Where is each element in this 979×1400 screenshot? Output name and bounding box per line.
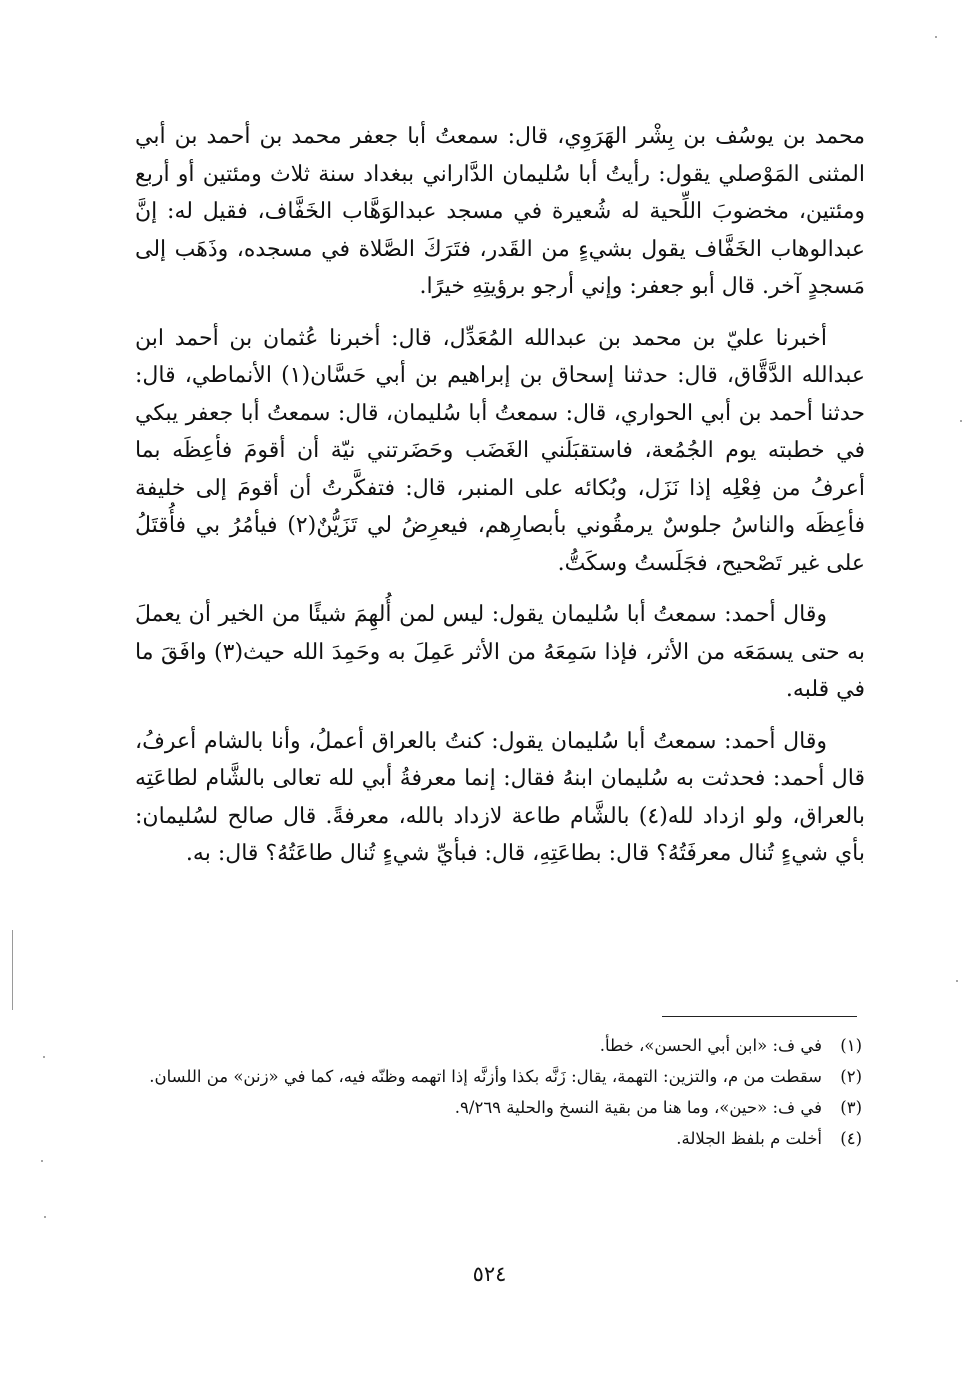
- main-text: [135, 118, 865, 873]
- footnote-number: (٢): [840, 1067, 862, 1086]
- footnote-1: [140, 1030, 862, 1061]
- paragraph-1: محمد بن يوسُف بن بِشْر الهَرَوِي، قال: سمعتُ أبا جعفر محمد بن أحمد بن أبي المثنى المَوْصلي يقول: رأيتُ أبا سُليمان الدَّاراني ببغداد سنة ثلاث ومئتين أو أربع ومئتين، مخضوبَ اللِّحية له شُعيرة في مسجد عبدالوَهَّاب الخَفَّاف، فقيل له: إنَّ عبدالوهاب الخَفَّاف يقول بشيءٍ من القَدر، فتَرَكَ الصَّلاة في مسجده، وذَهَب إلى مَسجدٍ آخر. قال أبو جعفر: وإني أرجو برؤيتِهِ خيرًا.: [135, 124, 865, 299]
- footnote-text: في ف: «حين»، وما هنا من بقية النسخ والحلية ٩/٢٦٩.: [454, 1098, 822, 1117]
- footnote-2: [140, 1061, 862, 1092]
- scan-edge-mark: [12, 930, 13, 1010]
- footnote-4: [140, 1123, 862, 1154]
- paragraph-4: وقال أحمد: سمعتُ أبا سُليمان يقول: كنتُ بالعراق أعملُ، وأنا بالشام أعرفُ، قال أحمد: فحدثت به سُليمان ابنهُ فقال: إنما معرفةُ أبي لله تعالى بالشَّام لطاعَتِه بالعراق، ولو ازداد لله(٤) بالشَّام طاعة لازداد بالله، معرفةً. قال صالح لسُليمان: بأي شيءٍ تُنال معرفَتُهُ؟ قال: بطاعَتِهِ، قال: فبأيِّ شيءٍ تُنال طاعَتُهُ؟ قال: به.: [135, 728, 866, 866]
- footnotes: [140, 1030, 862, 1154]
- footnote-text: أخلت م بلفظ الجلالة.: [676, 1129, 822, 1148]
- paragraph-2: أخبرنا عليّ بن محمد بن عبدالله المُعَدِّل، قال: أخبرنا عُثمان بن أحمد ابن عبدالله الدَّقَّاق، قال: حدثنا إسحاق بن إبراهيم بن أبي حَسَّان(١) الأنماطي، قال: حدثنا أحمد بن أبي الحواري، قال: سمعتُ أبا سُليمان، قال: سمعتُ أبا جعفر يبكي في خطبته يوم الجُمُعة، فاستقبَلَني الغَضَب وحَضَرتني نيّة أن أقومَ فأعِظَه بما أعرفُ من فِعْلِه إذا نَزَل، وبُكائه على المنبر، قال: فتفكَّرتُ أن أقومَ إلى خليفة فأعِظَه والناسُ جلوسٌ يرمقُوني بأبصارِهم، فيعرِضُ لي تَزَيُّنٌ(٢) فيأمُرُ بي فأُقتَلُ على غير تَصْحيح، فجَلَستُ وسكَتُّ.: [135, 325, 866, 576]
- scan-speck: [41, 1160, 43, 1162]
- scan-speck: [43, 1056, 45, 1058]
- scan-speck: [956, 980, 958, 982]
- scan-speck: [44, 1216, 46, 1218]
- footnote-number: (٤): [840, 1129, 862, 1148]
- page-number: ٥٢٤: [472, 1262, 507, 1286]
- scan-speck: [935, 36, 937, 38]
- footnote-separator: [662, 1016, 857, 1017]
- footnote-number: (١): [840, 1036, 862, 1055]
- footnote-text: في ف: «ابن أبي الحسن»، خطأ.: [599, 1036, 822, 1055]
- scan-speck: [960, 420, 962, 422]
- footnote-text: سقطت من م، والتزين: التهمة، يقال: زَنَّه بكذا وأزنَّه إذا اتهمه وظنّه فيه، كما في «زنن» من اللسان.: [149, 1067, 822, 1086]
- footnote-3: [140, 1092, 862, 1123]
- paragraph-3: وقال أحمد: سمعتُ أبا سُليمان يقول: ليس لمن أُلهِمَ شيئًا من الخير أن يعملَ به حتى يسمَعَه من الأثر، فإذا سَمِعَهُ من الأثر عَمِلَ به وحَمِدَ الله حيث(٣) وافَقَ ما في قلبه.: [135, 602, 865, 702]
- footnote-number: (٣): [840, 1098, 862, 1117]
